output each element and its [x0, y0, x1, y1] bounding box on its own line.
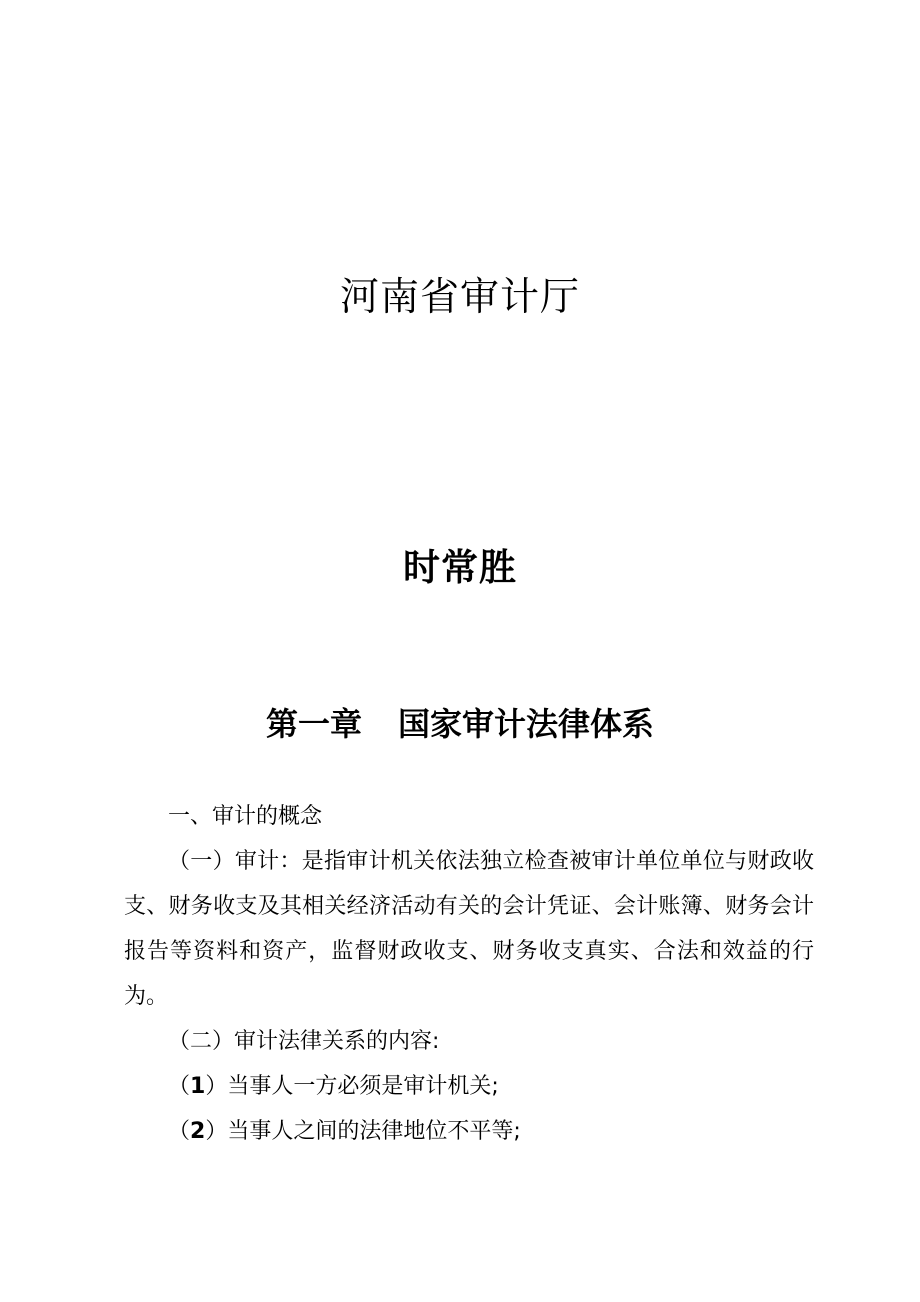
numbered-item: （2）当事人之间的法律地位不平等;: [168, 1119, 521, 1144]
chapter-number: 第一章: [265, 705, 362, 743]
numbered-item-text: 当事人之间的法律地位不平等;: [227, 1119, 521, 1144]
numbered-item-marker: 2: [190, 1119, 206, 1144]
chapter-title: 国家审计法律体系: [398, 705, 655, 743]
chapter-heading: [0, 700, 920, 748]
numbered-item: （1）当事人一方必须是审计机关;: [168, 1074, 499, 1099]
paragraph-legal-relation-heading: （二）审计法律关系的内容:: [168, 1029, 440, 1054]
numbered-item-marker: 1: [190, 1074, 206, 1099]
organization-title: 河南省审计厅: [339, 275, 580, 320]
paragraph-audit-definition: （一）审计：是指审计机关依法独立检查被审计单位单位与财政收支、财务收支及其相关经济活动有关的会计凭证、会计账簿、财务会计报告等资料和资产，监督财政收支、财务收支真实、合法和效益的行为。: [124, 849, 814, 1009]
body-text: [124, 794, 814, 1154]
section-heading: 一、审计的概念: [168, 804, 323, 829]
numbered-item-text: 当事人一方必须是审计机关;: [227, 1074, 499, 1099]
author-name: 时常胜: [403, 546, 517, 589]
